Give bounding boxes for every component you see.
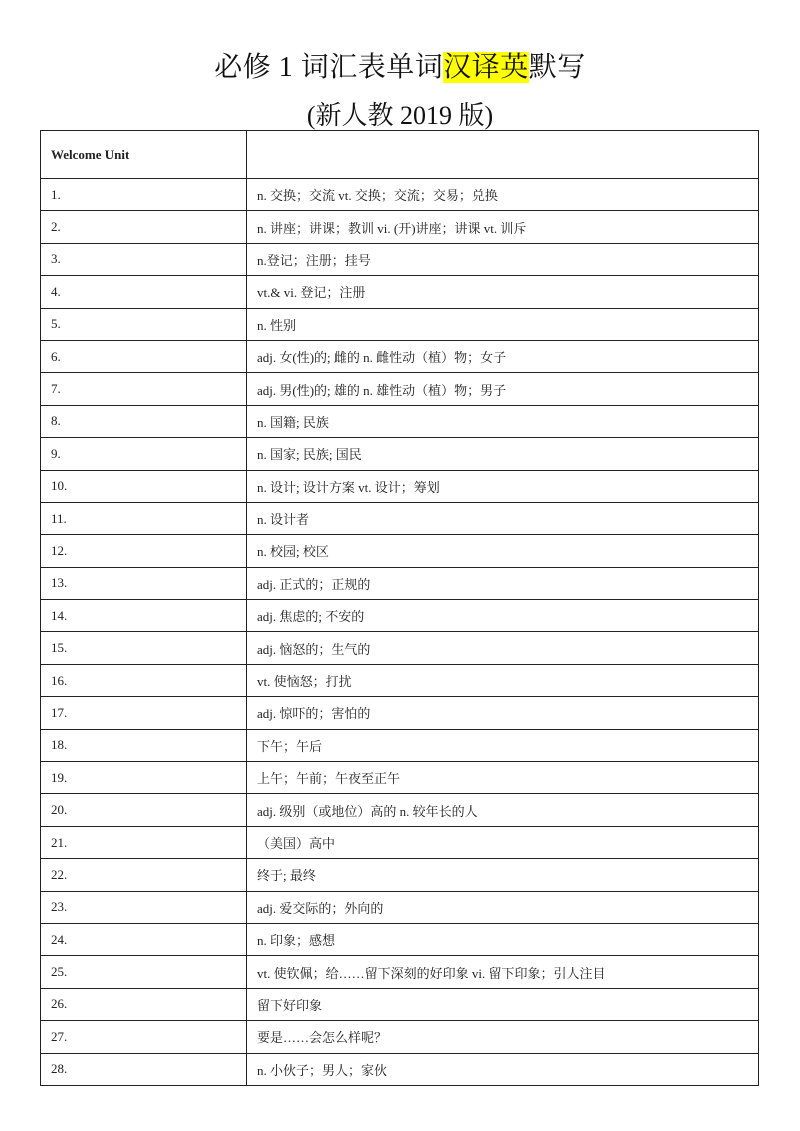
vocabulary-table <box>40 130 759 1086</box>
row-meaning-cell: n. 小伙子；男人；家伙 <box>247 1053 759 1085</box>
table-row <box>41 697 759 729</box>
row-meaning-cell: 下午；午后 <box>247 729 759 761</box>
table-row <box>41 632 759 664</box>
table-row <box>41 567 759 599</box>
table-row <box>41 405 759 437</box>
row-meaning-cell: （美国）高中 <box>247 826 759 858</box>
row-number-cell[interactable]: 28. <box>41 1053 247 1085</box>
table-row <box>41 211 759 243</box>
row-meaning-cell: n. 交换；交流 vt. 交换；交流；交易；兑换 <box>247 179 759 211</box>
row-meaning-cell: 留下好印象 <box>247 988 759 1020</box>
row-meaning-cell: n. 讲座；讲课；教训 vi. (开)讲座；讲课 vt. 训斥 <box>247 211 759 243</box>
table-row <box>41 923 759 955</box>
row-number-cell[interactable]: 27. <box>41 1021 247 1053</box>
row-number-cell[interactable]: 23. <box>41 891 247 923</box>
table-row <box>41 664 759 696</box>
table-row <box>41 988 759 1020</box>
row-meaning-cell: n. 校园; 校区 <box>247 535 759 567</box>
row-number-cell[interactable]: 3. <box>41 243 247 275</box>
unit-header-row <box>41 131 759 179</box>
row-meaning-cell: n.登记；注册；挂号 <box>247 243 759 275</box>
row-meaning-cell: adj. 男(性)的; 雄的 n. 雄性动（植）物；男子 <box>247 373 759 405</box>
table-row <box>41 308 759 340</box>
row-meaning-cell: adj. 焦虑的; 不安的 <box>247 600 759 632</box>
unit-title: Welcome Unit <box>41 131 247 179</box>
row-meaning-cell: n. 国籍; 民族 <box>247 405 759 437</box>
row-number-cell[interactable]: 14. <box>41 600 247 632</box>
table-row <box>41 956 759 988</box>
row-meaning-cell: adj. 正式的；正规的 <box>247 567 759 599</box>
table-row <box>41 600 759 632</box>
table-row <box>41 373 759 405</box>
row-number-cell[interactable]: 16. <box>41 664 247 696</box>
table-row <box>41 535 759 567</box>
table-row <box>41 859 759 891</box>
row-meaning-cell: n. 设计者 <box>247 502 759 534</box>
row-number-cell[interactable]: 9. <box>41 438 247 470</box>
row-number-cell[interactable]: 2. <box>41 211 247 243</box>
title-main <box>0 48 800 88</box>
unit-answer-cell[interactable] <box>247 131 759 179</box>
row-meaning-cell: n. 印象；感想 <box>247 923 759 955</box>
row-meaning-cell: adj. 女(性)的; 雌的 n. 雌性动（植）物；女子 <box>247 340 759 372</box>
row-meaning-cell: 上午；午前；午夜至正午 <box>247 762 759 794</box>
row-number-cell[interactable]: 17. <box>41 697 247 729</box>
table-row <box>41 762 759 794</box>
row-number-cell[interactable]: 13. <box>41 567 247 599</box>
table-row <box>41 826 759 858</box>
table-row <box>41 729 759 761</box>
title-prefix: 必修 1 词汇表单词 <box>214 52 444 83</box>
row-meaning-cell: vt.& vi. 登记；注册 <box>247 276 759 308</box>
document-title <box>0 48 800 134</box>
table-row <box>41 1053 759 1085</box>
table-row <box>41 179 759 211</box>
table-row <box>41 340 759 372</box>
row-meaning-cell: adj. 恼怒的；生气的 <box>247 632 759 664</box>
table-row <box>41 276 759 308</box>
row-meaning-cell: adj. 惊吓的；害怕的 <box>247 697 759 729</box>
row-number-cell[interactable]: 8. <box>41 405 247 437</box>
row-number-cell[interactable]: 11. <box>41 502 247 534</box>
table-row <box>41 502 759 534</box>
table-row <box>41 470 759 502</box>
row-number-cell[interactable]: 15. <box>41 632 247 664</box>
row-number-cell[interactable]: 24. <box>41 923 247 955</box>
table-row <box>41 891 759 923</box>
row-number-cell[interactable]: 22. <box>41 859 247 891</box>
table-row <box>41 438 759 470</box>
row-meaning-cell: 要是……会怎么样呢？ <box>247 1021 759 1053</box>
row-number-cell[interactable]: 21. <box>41 826 247 858</box>
row-meaning-cell: 终于; 最终 <box>247 859 759 891</box>
row-meaning-cell: n. 设计; 设计方案 vt. 设计；筹划 <box>247 470 759 502</box>
row-number-cell[interactable]: 19. <box>41 762 247 794</box>
row-number-cell[interactable]: 26. <box>41 988 247 1020</box>
title-suffix: 默写 <box>528 52 586 83</box>
row-meaning-cell: n. 性别 <box>247 308 759 340</box>
row-meaning-cell: vt. 使钦佩；给……留下深刻的好印象 vi. 留下印象；引人注目 <box>247 956 759 988</box>
row-meaning-cell: adj. 爱交际的；外向的 <box>247 891 759 923</box>
row-number-cell[interactable]: 10. <box>41 470 247 502</box>
table-row <box>41 1021 759 1053</box>
row-meaning-cell: adj. 级别（或地位）高的 n. 较年长的人 <box>247 794 759 826</box>
row-meaning-cell: n. 国家; 民族; 国民 <box>247 438 759 470</box>
row-number-cell[interactable]: 1. <box>41 179 247 211</box>
row-number-cell[interactable]: 20. <box>41 794 247 826</box>
table-row <box>41 243 759 275</box>
row-number-cell[interactable]: 18. <box>41 729 247 761</box>
row-number-cell[interactable]: 5. <box>41 308 247 340</box>
title-highlight: 汉译英 <box>443 52 529 83</box>
row-number-cell[interactable]: 12. <box>41 535 247 567</box>
row-number-cell[interactable]: 7. <box>41 373 247 405</box>
row-number-cell[interactable]: 4. <box>41 276 247 308</box>
row-number-cell[interactable]: 25. <box>41 956 247 988</box>
row-meaning-cell: vt. 使恼怒；打扰 <box>247 664 759 696</box>
table-row <box>41 794 759 826</box>
row-number-cell[interactable]: 6. <box>41 340 247 372</box>
title-subtitle: (新人教 2019 版) <box>306 101 494 130</box>
